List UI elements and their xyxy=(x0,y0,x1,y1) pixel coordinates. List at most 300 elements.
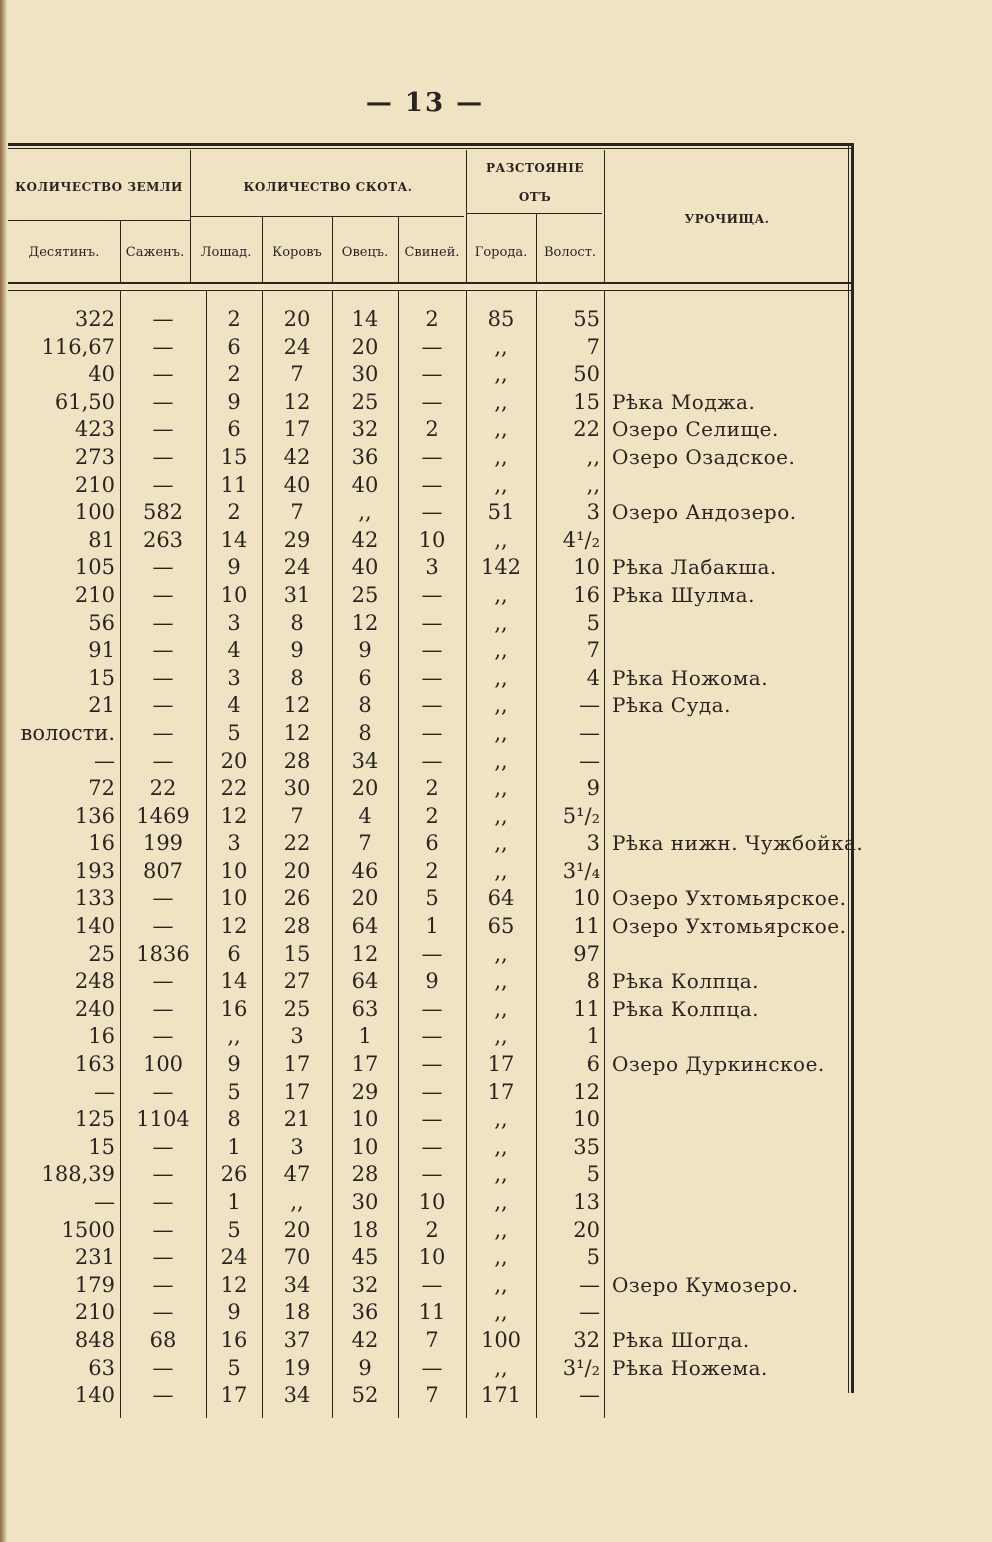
cows-cell: 40 xyxy=(283,472,311,497)
pigs-cell: 7 xyxy=(425,1383,439,1408)
desyatin-cell: 125 xyxy=(74,1107,115,1132)
table-row xyxy=(0,885,992,913)
cows-cell: 28 xyxy=(283,914,311,939)
horses-cell: 22 xyxy=(220,776,248,801)
sheep-cell: 25 xyxy=(351,582,379,607)
sheep-cell: 46 xyxy=(351,858,379,883)
sazhen-cell: — xyxy=(152,1383,174,1408)
sheep-cell: 36 xyxy=(351,444,379,469)
sheep-cell: 7 xyxy=(358,831,372,856)
volost-distance-cell: 5¹/₂ xyxy=(562,803,600,828)
table-row xyxy=(0,968,992,996)
volost-distance-cell: 22 xyxy=(573,417,600,442)
volost-distance-cell: — xyxy=(579,720,600,745)
table-row xyxy=(0,665,992,693)
desyatin-cell: 188,39 xyxy=(41,1162,115,1187)
horses-cell: 9 xyxy=(227,389,241,414)
sheep-cell: 30 xyxy=(351,362,379,387)
table-row xyxy=(0,858,992,886)
volost-distance-cell: ,, xyxy=(586,444,600,469)
sheep-cell: 8 xyxy=(358,720,372,745)
place-cell: Рѣка Ножома. xyxy=(612,665,769,690)
cows-cell: 22 xyxy=(283,831,311,856)
sazhen-cell: — xyxy=(152,693,174,718)
volost-distance-cell: 10 xyxy=(573,1107,600,1132)
cows-cell: 30 xyxy=(283,776,311,801)
cows-cell: 17 xyxy=(283,1079,311,1104)
sazhen-cell: — xyxy=(152,1272,174,1297)
volost-distance-cell: 4¹/₂ xyxy=(562,527,600,552)
desyatin-cell: 105 xyxy=(74,555,115,580)
table-row xyxy=(0,1355,992,1383)
desyatin-cell: 61,50 xyxy=(54,389,115,414)
city-distance-cell: ,, xyxy=(494,858,508,883)
horses-cell: 17 xyxy=(220,1383,248,1408)
sazhen-cell: — xyxy=(152,886,174,911)
cows-cell: 7 xyxy=(290,500,304,525)
horses-cell: 9 xyxy=(227,555,241,580)
sheep-cell: 10 xyxy=(351,1107,379,1132)
sazhen-cell: — xyxy=(152,1162,174,1187)
sheep-cell: 36 xyxy=(351,1300,379,1325)
sazhen-cell: 1836 xyxy=(136,941,190,966)
pigs-cell: 10 xyxy=(418,527,446,552)
pigs-cell: 2 xyxy=(425,1217,439,1242)
pigs-cell: 10 xyxy=(418,1190,446,1214)
pigs-cell: 1 xyxy=(425,914,439,939)
sheep-cell: 42 xyxy=(351,527,379,552)
horses-cell: 26 xyxy=(220,1162,248,1187)
sheep-cell: 12 xyxy=(351,610,379,635)
table-row xyxy=(0,554,992,582)
sazhen-cell: — xyxy=(152,665,174,690)
table-row xyxy=(0,720,992,748)
pigs-cell: 7 xyxy=(425,1327,439,1352)
city-distance-cell: ,, xyxy=(494,362,508,387)
desyatin-cell: 81 xyxy=(88,527,115,552)
sheep-cell: 52 xyxy=(351,1383,379,1408)
pigs-cell: — xyxy=(421,472,443,497)
sheep-cell: 20 xyxy=(351,776,379,801)
sheep-cell: 28 xyxy=(351,1162,379,1187)
table-row xyxy=(0,1106,992,1134)
sazhen-cell: — xyxy=(152,969,174,994)
sazhen-cell: 582 xyxy=(142,500,184,525)
sazhen-cell: — xyxy=(152,555,174,580)
cows-cell: 12 xyxy=(283,720,311,745)
page-number: — 13 — xyxy=(365,88,485,118)
pigs-cell: 6 xyxy=(425,831,439,856)
pigs-cell: — xyxy=(421,389,443,414)
table-row xyxy=(0,803,992,831)
cows-cell: 12 xyxy=(283,389,311,414)
pigs-cell: 10 xyxy=(418,1245,446,1270)
sazhen-cell: 22 xyxy=(149,776,177,801)
city-distance-cell: ,, xyxy=(494,582,508,607)
header-vrule xyxy=(190,150,191,283)
sheep-cell: 29 xyxy=(351,1079,379,1104)
horses-cell: 15 xyxy=(220,444,248,469)
cows-cell: 42 xyxy=(283,444,311,469)
place-cell: Рѣка Моджа. xyxy=(612,389,756,414)
pigs-cell: — xyxy=(421,1162,443,1187)
volost-distance-cell: — xyxy=(579,1383,600,1408)
sazhen-cell: — xyxy=(152,1217,174,1242)
pigs-cell: — xyxy=(421,362,443,387)
sazhen-cell: — xyxy=(152,389,174,414)
header-bottom-rule-thin xyxy=(8,290,854,291)
volost-distance-cell: 7 xyxy=(586,334,600,359)
horses-cell: 5 xyxy=(227,720,241,745)
cows-cell: 17 xyxy=(283,417,311,442)
sazhen-cell: — xyxy=(152,1245,174,1270)
cows-cell: 37 xyxy=(283,1327,311,1352)
volost-distance-cell: 8 xyxy=(586,969,600,994)
volost-distance-cell: 20 xyxy=(573,1217,600,1242)
place-cell: Озеро Ухтомьярское. xyxy=(612,886,847,911)
sheep-cell: 10 xyxy=(351,1134,379,1159)
desyatin-cell: 72 xyxy=(88,776,115,801)
horses-cell: 12 xyxy=(220,1272,248,1297)
cows-cell: 28 xyxy=(283,748,311,773)
table-row xyxy=(0,775,992,803)
table-row xyxy=(0,1299,992,1327)
volost-distance-cell: — xyxy=(579,1272,600,1297)
city-distance-cell: ,, xyxy=(494,996,508,1021)
sazhen-cell: — xyxy=(152,307,174,331)
cattle-subheader-rule xyxy=(190,216,464,217)
horses-cell: 2 xyxy=(227,307,241,331)
table-row xyxy=(0,527,992,555)
cows-cell: 7 xyxy=(290,803,304,828)
table-row xyxy=(0,830,992,858)
pigs-cell: — xyxy=(421,748,443,773)
header-bottom-rule xyxy=(8,282,854,284)
desyatin-cell: 63 xyxy=(88,1355,115,1380)
desyatin-cell: 136 xyxy=(74,803,115,828)
pigs-cell: 2 xyxy=(425,803,439,828)
desyatin-cell: 140 xyxy=(74,1383,115,1408)
sheep-cell: 20 xyxy=(351,886,379,911)
cows-cell: 8 xyxy=(290,665,304,690)
city-distance-cell: ,, xyxy=(494,610,508,635)
horses-cell: 6 xyxy=(227,941,241,966)
city-distance-cell: 65 xyxy=(487,914,515,939)
place-cell: Рѣка Шогда. xyxy=(612,1327,750,1352)
table-row xyxy=(0,334,992,362)
city-distance-cell: ,, xyxy=(494,334,508,359)
volost-distance-cell: 32 xyxy=(573,1327,600,1352)
desyatin-cell: 1500 xyxy=(61,1217,115,1242)
sheep-cell: 40 xyxy=(351,555,379,580)
header-vrule xyxy=(604,150,605,283)
city-distance-cell: ,, xyxy=(494,1217,508,1242)
pigs-cell: 5 xyxy=(425,886,439,911)
city-distance-cell: ,, xyxy=(494,776,508,801)
desyatin-cell: 16 xyxy=(88,831,115,856)
table-row xyxy=(0,610,992,638)
city-distance-cell: ,, xyxy=(494,527,508,552)
header-horses: Лошад. xyxy=(200,245,252,260)
sazhen-cell: 68 xyxy=(149,1327,177,1352)
sazhen-cell: — xyxy=(152,720,174,745)
city-distance-cell: ,, xyxy=(494,444,508,469)
cows-cell: 29 xyxy=(283,527,311,552)
cows-cell: 3 xyxy=(290,1134,304,1159)
horses-cell: 9 xyxy=(227,1052,241,1077)
city-distance-cell: 64 xyxy=(487,886,515,911)
sheep-cell: 34 xyxy=(351,748,379,773)
city-distance-cell: ,, xyxy=(494,1162,508,1187)
desyatin-cell: 848 xyxy=(74,1327,115,1352)
table-row xyxy=(0,1217,992,1245)
desyatin-cell: 91 xyxy=(88,638,115,663)
pigs-cell: 11 xyxy=(418,1300,446,1325)
place-cell: Озеро Кумозеро. xyxy=(612,1272,799,1297)
desyatin-cell: 15 xyxy=(88,1134,115,1159)
sazhen-cell: — xyxy=(152,334,174,359)
volost-distance-cell: 12 xyxy=(573,1079,600,1104)
sazhen-cell: — xyxy=(152,638,174,663)
sazhen-cell: — xyxy=(152,362,174,387)
city-distance-cell: 85 xyxy=(487,307,515,331)
place-cell: Рѣка Колпца. xyxy=(612,969,759,994)
cows-cell: ,, xyxy=(290,1190,304,1214)
header-city: Города. xyxy=(474,245,528,260)
header-land: КОЛИЧЕСТВО ЗЕМЛИ xyxy=(15,180,183,194)
sheep-cell: 18 xyxy=(351,1217,379,1242)
sheep-cell: 20 xyxy=(351,334,379,359)
horses-cell: 10 xyxy=(220,582,248,607)
table-row xyxy=(0,444,992,472)
sazhen-cell: — xyxy=(152,1355,174,1380)
cows-cell: 17 xyxy=(283,1052,311,1077)
place-cell: Озеро Озадское. xyxy=(612,444,796,469)
header-cattle: КОЛИЧЕСТВО СКОТА. xyxy=(243,180,413,194)
sazhen-cell: — xyxy=(152,582,174,607)
city-distance-cell: ,, xyxy=(494,1190,508,1214)
horses-cell: 10 xyxy=(220,886,248,911)
cows-cell: 26 xyxy=(283,886,311,911)
pigs-cell: — xyxy=(421,638,443,663)
city-distance-cell: ,, xyxy=(494,665,508,690)
horses-cell: 20 xyxy=(220,748,248,773)
volost-distance-cell: ,, xyxy=(586,472,600,497)
horses-cell: 1 xyxy=(227,1190,241,1214)
horses-cell: 12 xyxy=(220,803,248,828)
horses-cell: 6 xyxy=(227,334,241,359)
table-row xyxy=(0,1023,992,1051)
cows-cell: 7 xyxy=(290,362,304,387)
sazhen-cell: 100 xyxy=(142,1052,184,1077)
pigs-cell: — xyxy=(421,610,443,635)
desyatin-cell: 133 xyxy=(74,886,115,911)
desyatin-cell: 116,67 xyxy=(41,334,115,359)
city-distance-cell: ,, xyxy=(494,1245,508,1270)
header-sazhen: Саженъ. xyxy=(125,245,185,260)
city-distance-cell: 100 xyxy=(480,1327,522,1352)
volost-distance-cell: 11 xyxy=(573,996,600,1021)
sazhen-cell: — xyxy=(152,1300,174,1325)
volost-distance-cell: 5 xyxy=(586,1245,600,1270)
sheep-cell: 14 xyxy=(351,307,379,331)
horses-cell: 12 xyxy=(220,914,248,939)
place-cell: Рѣка Колпца. xyxy=(612,996,759,1021)
city-distance-cell: 17 xyxy=(487,1079,515,1104)
horses-cell: 3 xyxy=(227,831,241,856)
city-distance-cell: ,, xyxy=(494,472,508,497)
sazhen-cell: — xyxy=(152,1190,174,1214)
desyatin-cell: 423 xyxy=(74,417,115,442)
pigs-cell: 2 xyxy=(425,858,439,883)
volost-distance-cell: — xyxy=(579,1300,600,1325)
place-cell: Озеро Дуркинское. xyxy=(612,1052,825,1077)
header-pigs: Свиней. xyxy=(404,245,460,260)
horses-cell: 1 xyxy=(227,1134,241,1159)
sheep-cell: 9 xyxy=(358,1355,372,1380)
place-cell: Рѣка Шулма. xyxy=(612,582,755,607)
horses-cell: 2 xyxy=(227,500,241,525)
header-desyatin: Десятинъ. xyxy=(28,245,100,260)
horses-cell: 6 xyxy=(227,417,241,442)
city-distance-cell: ,, xyxy=(494,638,508,663)
desyatin-cell: 25 xyxy=(88,941,115,966)
city-distance-cell: ,, xyxy=(494,1355,508,1380)
table-row xyxy=(0,306,992,334)
desyatin-cell: 240 xyxy=(74,996,115,1021)
desyatin-cell: 100 xyxy=(74,500,115,525)
city-distance-cell: ,, xyxy=(494,389,508,414)
table-row xyxy=(0,748,992,776)
volost-distance-cell: 15 xyxy=(573,389,600,414)
cows-cell: 19 xyxy=(283,1355,311,1380)
sheep-cell: 9 xyxy=(358,638,372,663)
desyatin-cell: 273 xyxy=(74,444,115,469)
sheep-cell: 42 xyxy=(351,1327,379,1352)
table-row xyxy=(0,1079,992,1107)
city-distance-cell: ,, xyxy=(494,1272,508,1297)
sazhen-cell: 263 xyxy=(142,527,184,552)
sheep-cell: 32 xyxy=(351,417,379,442)
horses-cell: 16 xyxy=(220,996,248,1021)
volost-distance-cell: 13 xyxy=(573,1190,600,1214)
city-distance-cell: ,, xyxy=(494,803,508,828)
table-row xyxy=(0,389,992,417)
horses-cell: 3 xyxy=(227,665,241,690)
table-row xyxy=(0,416,992,444)
city-distance-cell: ,, xyxy=(494,1300,508,1325)
cows-cell: 20 xyxy=(283,307,311,331)
city-distance-cell: 17 xyxy=(487,1052,515,1077)
desyatin-cell: 40 xyxy=(88,362,115,387)
cows-cell: 24 xyxy=(283,334,311,359)
city-distance-cell: 171 xyxy=(480,1383,522,1408)
cows-cell: 9 xyxy=(290,638,304,663)
sazhen-cell: — xyxy=(152,996,174,1021)
volost-distance-cell: 50 xyxy=(573,362,600,387)
place-cell: Рѣка Лабакша. xyxy=(612,555,777,580)
table-row xyxy=(0,472,992,500)
desyatin-cell: 179 xyxy=(74,1272,115,1297)
horses-cell: 5 xyxy=(227,1079,241,1104)
pigs-cell: — xyxy=(421,1107,443,1132)
cows-cell: 25 xyxy=(283,996,311,1021)
volost-distance-cell: 4 xyxy=(586,665,600,690)
horses-cell: 3 xyxy=(227,610,241,635)
horses-cell: 14 xyxy=(220,527,248,552)
place-cell: Рѣка Суда. xyxy=(612,693,731,718)
horses-cell: 4 xyxy=(227,638,241,663)
place-cell: Рѣка нижн. Чужбойка. xyxy=(612,831,864,856)
volost-distance-cell: 9 xyxy=(586,776,600,801)
cows-cell: 70 xyxy=(283,1245,311,1270)
horses-cell: 11 xyxy=(220,472,248,497)
desyatin-cell: 56 xyxy=(88,610,115,635)
sheep-cell: 8 xyxy=(358,693,372,718)
sazhen-cell: — xyxy=(152,914,174,939)
volost-distance-cell: — xyxy=(579,693,600,718)
volost-distance-cell: 7 xyxy=(586,638,600,663)
land-subheader-rule xyxy=(8,220,190,221)
table-row xyxy=(0,637,992,665)
sheep-cell: 40 xyxy=(351,472,379,497)
sheep-cell: 17 xyxy=(351,1052,379,1077)
horses-cell: 2 xyxy=(227,362,241,387)
pigs-cell: 3 xyxy=(425,555,439,580)
table-row xyxy=(0,1189,992,1217)
sazhen-cell: — xyxy=(152,1079,174,1104)
desyatin-cell: 193 xyxy=(74,858,115,883)
place-cell: Рѣка Ножема. xyxy=(612,1355,768,1380)
sheep-cell: 1 xyxy=(358,1024,372,1049)
pigs-cell: — xyxy=(421,500,443,525)
sazhen-cell: 1104 xyxy=(136,1107,190,1132)
city-distance-cell: ,, xyxy=(494,831,508,856)
pigs-cell: — xyxy=(421,1079,443,1104)
city-distance-cell: ,, xyxy=(494,693,508,718)
pigs-cell: — xyxy=(421,996,443,1021)
pigs-cell: 2 xyxy=(425,776,439,801)
header-place: УРОЧИЩА. xyxy=(684,212,770,226)
horses-cell: 16 xyxy=(220,1327,248,1352)
cows-cell: 12 xyxy=(283,693,311,718)
header-distance-1: РАЗСТОЯНІЕ xyxy=(485,161,585,175)
place-cell: Озеро Ухтомьярское. xyxy=(612,914,847,939)
sheep-cell: 63 xyxy=(351,996,379,1021)
volost-distance-cell: 11 xyxy=(573,914,600,939)
pigs-cell: — xyxy=(421,720,443,745)
place-cell: Озеро Андозеро. xyxy=(612,500,797,525)
pigs-cell: 9 xyxy=(425,969,439,994)
city-distance-cell: ,, xyxy=(494,748,508,773)
table-row xyxy=(0,996,992,1024)
city-distance-cell: ,, xyxy=(494,1024,508,1049)
desyatin-cell: 163 xyxy=(74,1052,115,1077)
desyatin-cell: 322 xyxy=(74,307,115,331)
sheep-cell: ,, xyxy=(358,500,372,525)
volost-distance-cell: 5 xyxy=(586,610,600,635)
sheep-cell: 64 xyxy=(351,914,379,939)
cows-cell: 3 xyxy=(290,1024,304,1049)
table-row xyxy=(0,361,992,389)
desyatin-cell: 210 xyxy=(74,472,115,497)
horses-cell: 5 xyxy=(227,1355,241,1380)
pigs-cell: 2 xyxy=(425,417,439,442)
desyatin-cell: — xyxy=(94,1079,115,1104)
horses-cell: 4 xyxy=(227,693,241,718)
horses-cell: 10 xyxy=(220,858,248,883)
horses-cell: 14 xyxy=(220,969,248,994)
